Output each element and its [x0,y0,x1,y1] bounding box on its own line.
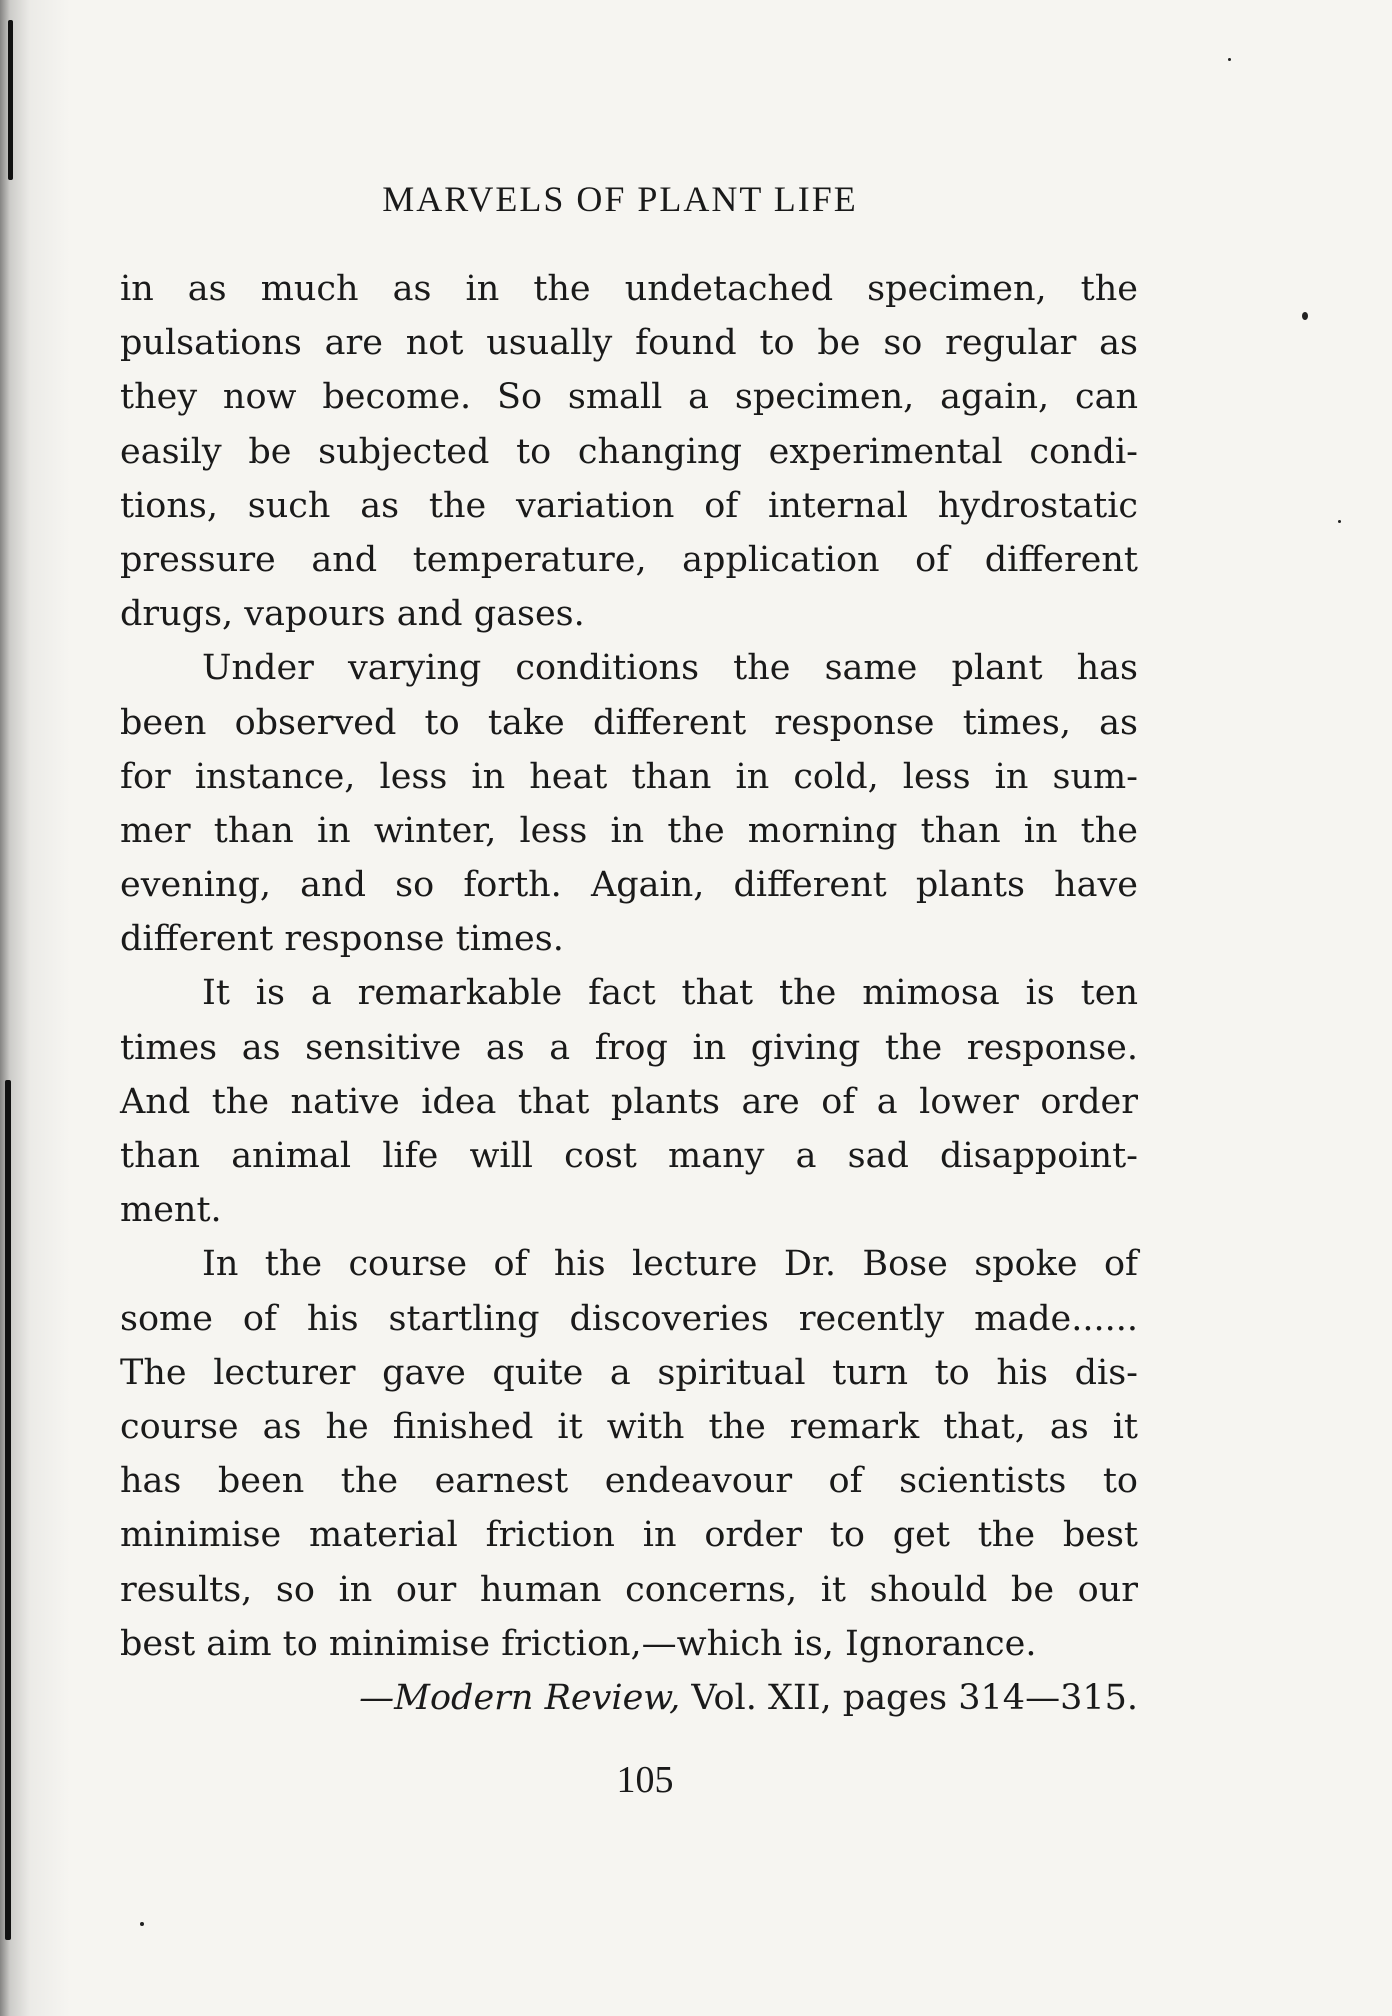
body-text [120,262,1138,1725]
text-line: course as he finished it with the remark that, as it [120,1406,1138,1447]
text-line: tions, such as the variation of internal hydrostatic [120,485,1138,526]
text-line: The lecturer gave quite a spiritual turn to his dis- [120,1352,1138,1393]
print-speck [1338,520,1341,523]
print-speck [1302,312,1308,320]
citation [120,1671,1138,1725]
text-line: than animal life will cost many a sad disappoint- [120,1136,1138,1176]
text-line: they now become. So small a specimen, again, can [120,377,1138,418]
text-line: minimise material friction in order to get the best [120,1515,1138,1556]
text-line: In the course of his lecture Dr. Bose spoke of [202,1244,1138,1285]
text-line: It is a remarkable fact that the mimosa is ten [202,973,1138,1014]
binding-edge-mark [5,1080,11,1940]
binding-edge-mark [8,20,13,180]
text-line: Under varying conditions the same plant has [202,648,1138,689]
running-head: MARVELS OF PLANT LIFE [382,179,858,219]
text-line: pressure and temperature, application of different [120,539,1138,580]
citation-details: Vol. XII, pages 314—315. [691,1677,1138,1718]
text-line: drugs, vapours and gases. [120,594,585,635]
text-line: pulsations are not usually found to be so regular as [120,323,1138,364]
text-line: in as much as in the undetached specimen, the [120,269,1138,309]
text-line: best aim to minimise friction,—which is, Ignorance. [120,1623,1037,1664]
text-line: has been the earnest endeavour of scientists to [120,1461,1138,1502]
page-number: 105 [616,1759,674,1801]
citation-source: —Modern Review, [359,1677,681,1718]
text-line: times as sensitive as a frog in giving the response. [120,1027,1138,1068]
text-line: some of his startling discoveries recently made...... [120,1298,1138,1339]
text-line: different response times. [120,919,564,960]
text-line: results, so in our human concerns, it should be our [120,1569,1138,1610]
text-line: ment. [120,1190,222,1231]
text-line: mer than in winter, less in the morning than in the [120,810,1138,851]
text-line: easily be subjected to changing experimental condi- [120,431,1138,472]
text-line: evening, and so forth. Again, different plants have [120,865,1138,906]
text-line: And the native idea that plants are of a lower order [120,1081,1138,1122]
print-speck [1228,58,1231,61]
print-speck [140,1922,144,1926]
text-line: for instance, less in heat than in cold, less in sum- [120,756,1138,797]
text-line: been observed to take different response times, as [120,702,1138,743]
